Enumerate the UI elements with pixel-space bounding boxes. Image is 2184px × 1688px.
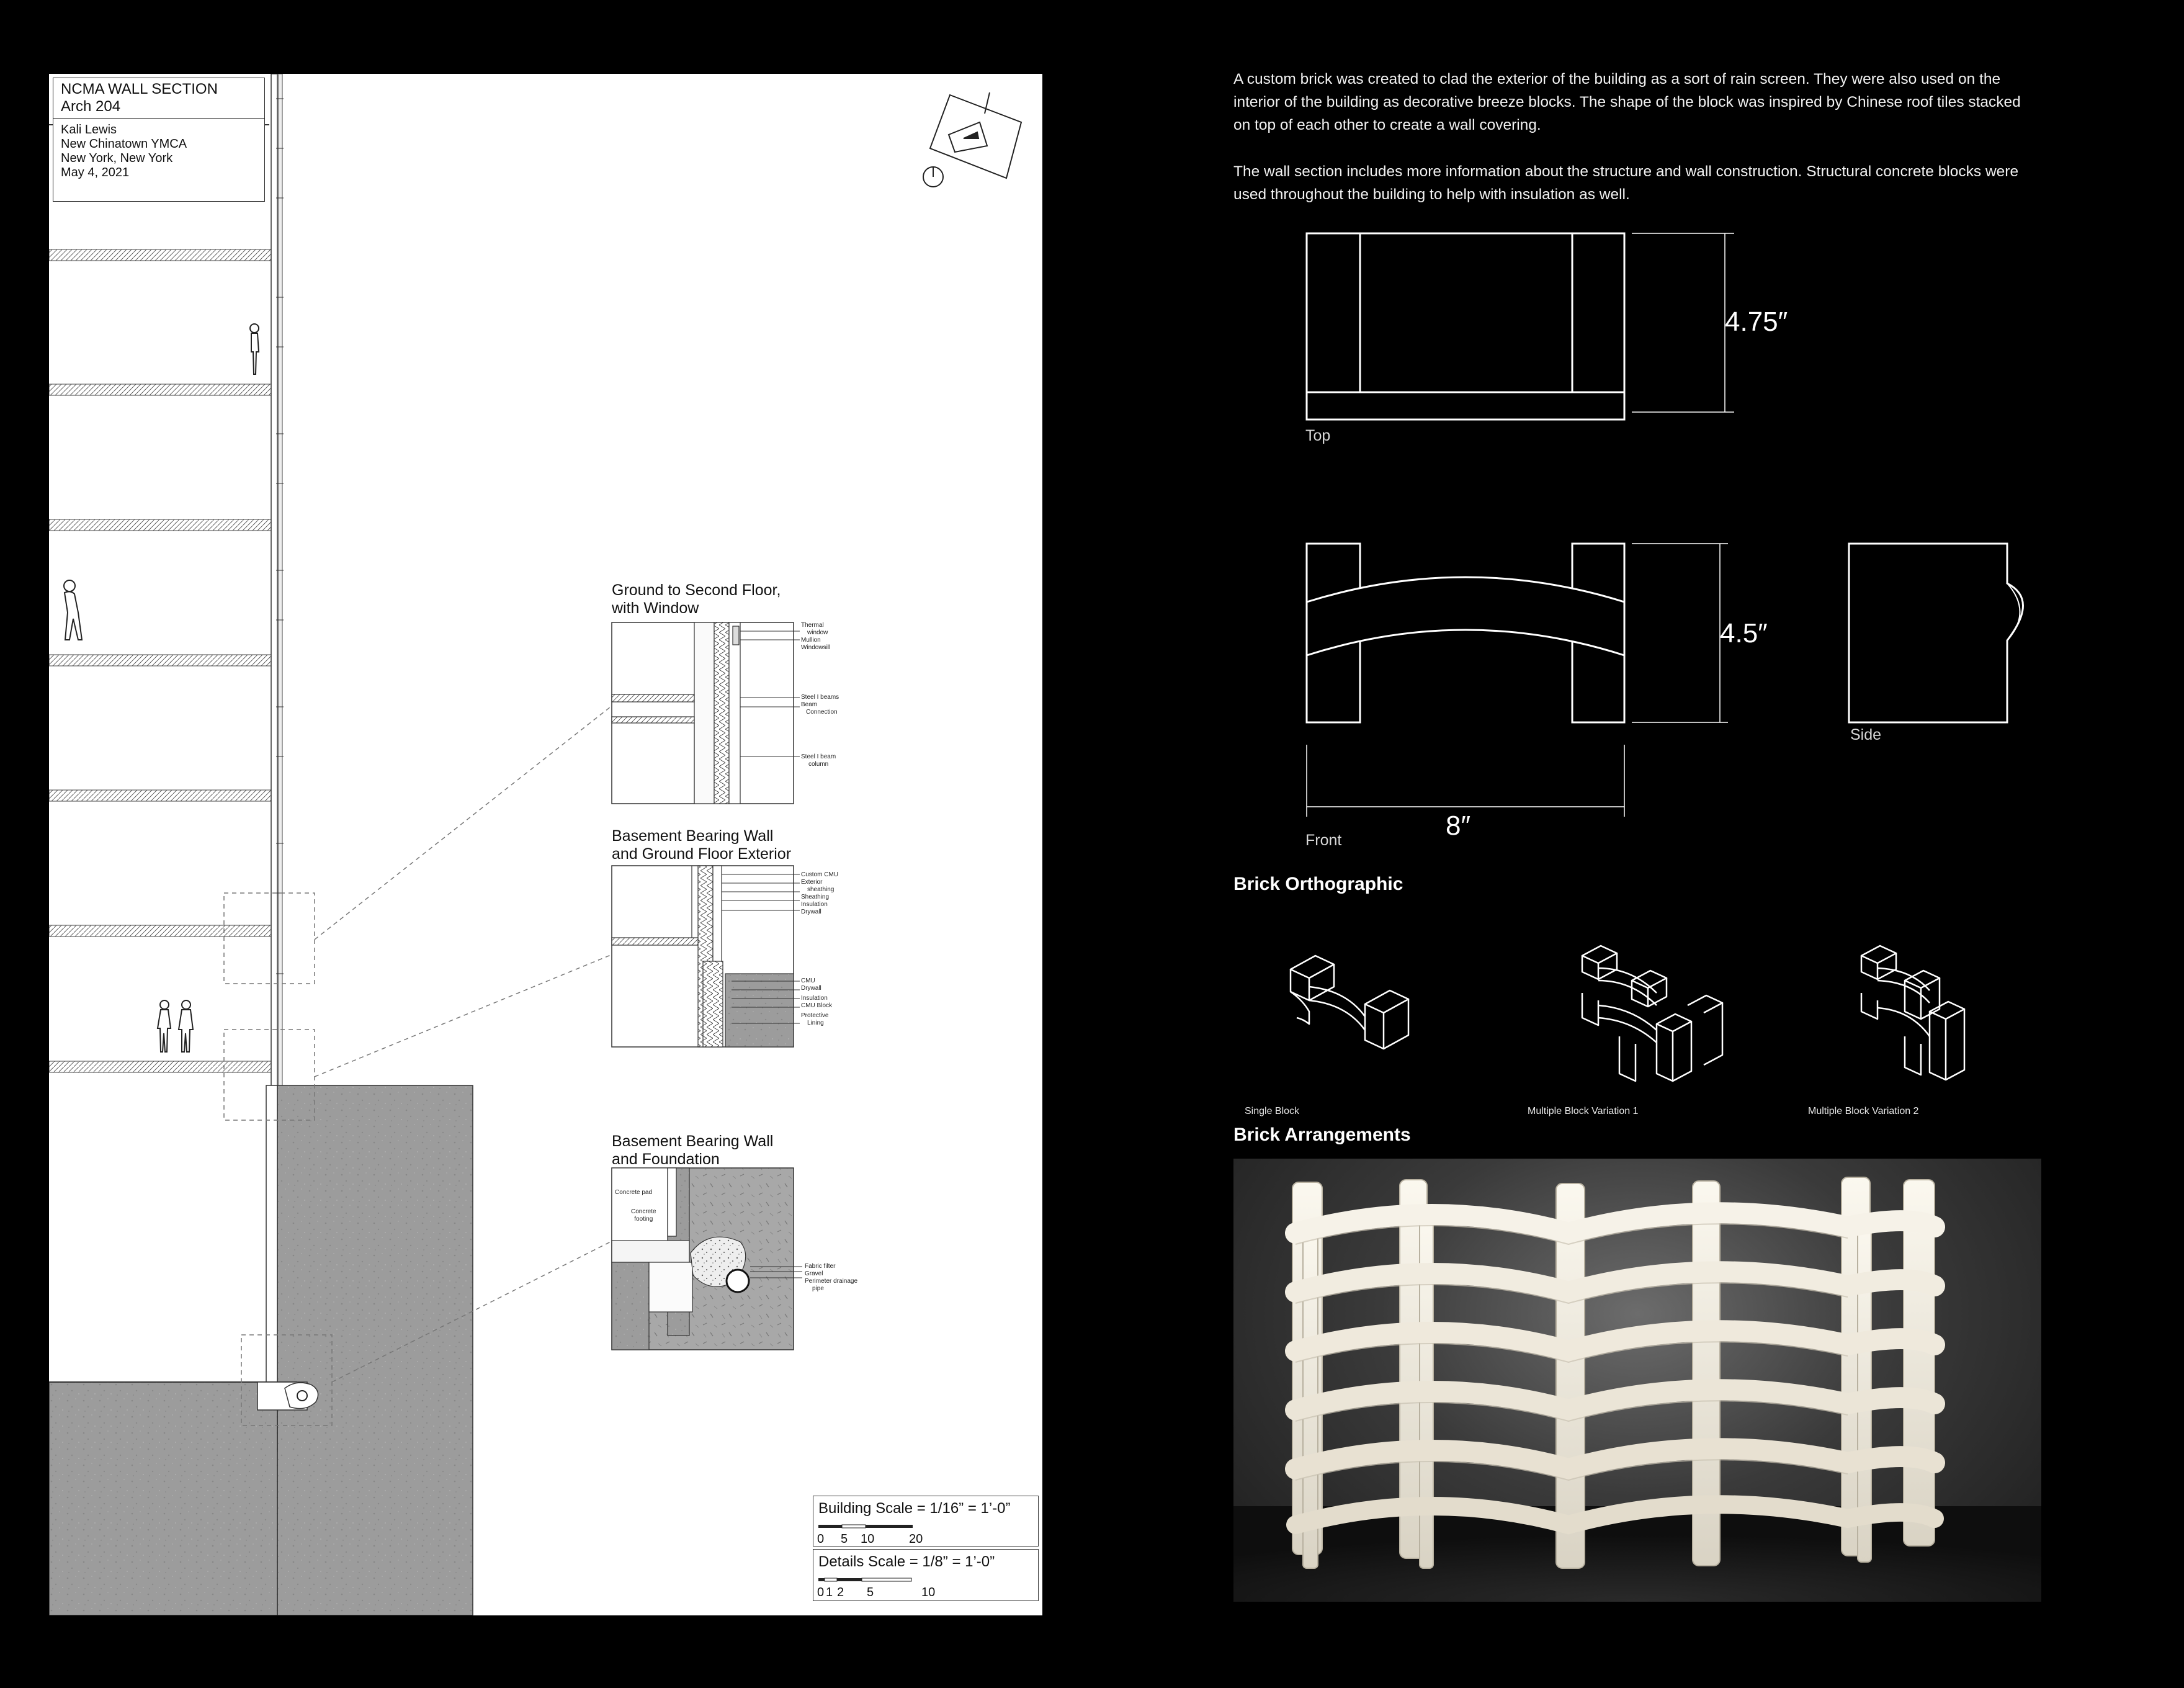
scale-tick: 5 xyxy=(841,1532,848,1546)
scale-tick: 20 xyxy=(909,1532,923,1546)
scale-tick: 10 xyxy=(921,1586,936,1599)
brick-model-photo xyxy=(1233,1159,2041,1602)
callout-text: Insulation xyxy=(801,995,828,1002)
building-scale-label: Building Scale = 1/16” = 1’-0” xyxy=(818,1500,1011,1517)
callout-text: Connection xyxy=(806,709,838,716)
callout-text: Drywall xyxy=(801,985,821,992)
single-block-iso xyxy=(1291,956,1408,1049)
scale-tick: 2 xyxy=(837,1586,844,1599)
callout-text: Perimeter drainage xyxy=(805,1278,858,1285)
callout-text: Steel I beams xyxy=(801,694,839,701)
callout-text: Steel I beam xyxy=(801,753,836,760)
callout-text: footing xyxy=(634,1216,653,1223)
callout-text: Mullion xyxy=(801,637,821,644)
details-scale-bar xyxy=(818,1577,942,1584)
wall-section-drawing xyxy=(49,74,1042,1615)
variation-1-iso xyxy=(1582,946,1722,1081)
brick-orthographic-drawing xyxy=(1291,223,2048,844)
callout-text: Concrete xyxy=(631,1208,656,1215)
variation-2-iso xyxy=(1861,946,1964,1080)
callout-text: Insulation xyxy=(801,901,828,908)
scale-tick: 1 xyxy=(826,1586,833,1599)
detail-1-column-callouts xyxy=(801,753,836,768)
building-scale-bar xyxy=(818,1524,942,1531)
author-name: Kali Lewis xyxy=(61,123,117,137)
callout-text: window xyxy=(807,629,828,636)
front-view-label: Front xyxy=(1305,832,1342,849)
callout-text: Thermal xyxy=(801,622,824,629)
callout-text: pipe xyxy=(812,1285,824,1292)
description-paragraph-1: A custom brick was created to clad the exterior of the building as a sort of rain screen. They were also used on the interior of the building as decorative breeze blocks. The shape of the block was inspired by Chinese roof tiles stacked on top of each other to create a wall covering. xyxy=(1233,71,2021,133)
detail-2-title-line1: Basement Bearing Wall xyxy=(612,827,774,845)
callout-text: column xyxy=(808,761,829,768)
detail-3-title-line2: and Foundation xyxy=(612,1151,720,1168)
detail-1-title-line1: Ground to Second Floor, xyxy=(612,581,781,599)
detail-3-title-line1: Basement Bearing Wall xyxy=(612,1133,774,1150)
single-block-label: Single Block xyxy=(1245,1106,1300,1116)
detail-3-title xyxy=(612,1133,773,1169)
callout-text: CMU xyxy=(801,977,815,984)
callout-text: Lining xyxy=(807,1020,824,1026)
scale-tick: 5 xyxy=(867,1586,874,1599)
building-scale-box xyxy=(813,1496,1039,1547)
front-width-dim: 8″ xyxy=(1446,810,1471,841)
side-view-label: Side xyxy=(1850,726,1882,743)
callout-text: Gravel xyxy=(805,1270,823,1277)
front-height-dim: 4.5″ xyxy=(1720,618,1768,649)
variation-2-label: Multiple Block Variation 2 xyxy=(1808,1106,1919,1116)
detail-2-title xyxy=(612,827,791,863)
detail-1-beam-callouts xyxy=(801,694,839,716)
callout-text: Protective xyxy=(801,1012,829,1019)
brick-wall-model xyxy=(1233,1159,2041,1602)
title-block xyxy=(53,78,265,202)
title-divider xyxy=(53,118,264,119)
callout-text: Custom CMU xyxy=(801,871,839,878)
callout-text: Sheathing xyxy=(801,894,830,900)
variation-1-label: Multiple Block Variation 1 xyxy=(1528,1106,1639,1116)
scale-tick: 0 xyxy=(817,1532,825,1546)
north-arrow-icon xyxy=(923,92,1021,187)
callout-text: Fabric filter xyxy=(805,1263,836,1270)
callout-text: sheathing xyxy=(807,886,835,893)
detail-1-callouts xyxy=(801,622,830,652)
wall-section-sheet xyxy=(49,74,1042,1615)
description-paragraph-2: The wall section includes more information about the structure and wall construction. Structural concrete blocks were used throughout the building to help with insulation as well. xyxy=(1233,163,2019,203)
drainage-pipe-icon xyxy=(285,1383,318,1409)
sheet-title: NCMA WALL SECTION xyxy=(61,81,218,97)
brick-orthographic-heading: Brick Orthographic xyxy=(1233,874,1403,894)
brick-arrangements-drawing xyxy=(1266,931,2048,1117)
project-location: New York, New York xyxy=(61,151,173,165)
course-code: Arch 204 xyxy=(61,98,121,115)
project-name: New Chinatown YMCA xyxy=(61,137,187,151)
callout-text: Drywall xyxy=(801,909,821,915)
detail-3-callouts xyxy=(805,1263,857,1293)
detail-2-title-line2: and Ground Floor Exterior xyxy=(612,845,792,863)
detail-2-lower-callouts xyxy=(801,977,832,1027)
top-view-label: Top xyxy=(1305,427,1331,444)
callout-text: Exterior xyxy=(801,879,823,886)
detail-1-title xyxy=(612,581,781,617)
scale-tick: 10 xyxy=(861,1532,875,1546)
detail-2-upper-callouts xyxy=(801,871,838,916)
concrete-footing-label xyxy=(631,1208,656,1223)
human-figure-icon xyxy=(64,324,259,1052)
details-scale-label: Details Scale = 1/8” = 1’-0” xyxy=(818,1553,995,1570)
callout-text: CMU Block xyxy=(801,1002,833,1009)
concrete-pad-label: Concrete pad xyxy=(615,1189,653,1196)
top-height-dim: 4.75″ xyxy=(1725,307,1788,337)
detail-1-title-line2: with Window xyxy=(612,599,699,617)
brick-arrangements-heading: Brick Arrangements xyxy=(1233,1125,1411,1145)
scale-tick: 0 xyxy=(817,1586,825,1599)
callout-text: Beam xyxy=(801,701,818,708)
project-date: May 4, 2021 xyxy=(61,166,130,179)
callout-text: Windowsill xyxy=(801,644,831,651)
details-scale-box xyxy=(813,1549,1039,1601)
